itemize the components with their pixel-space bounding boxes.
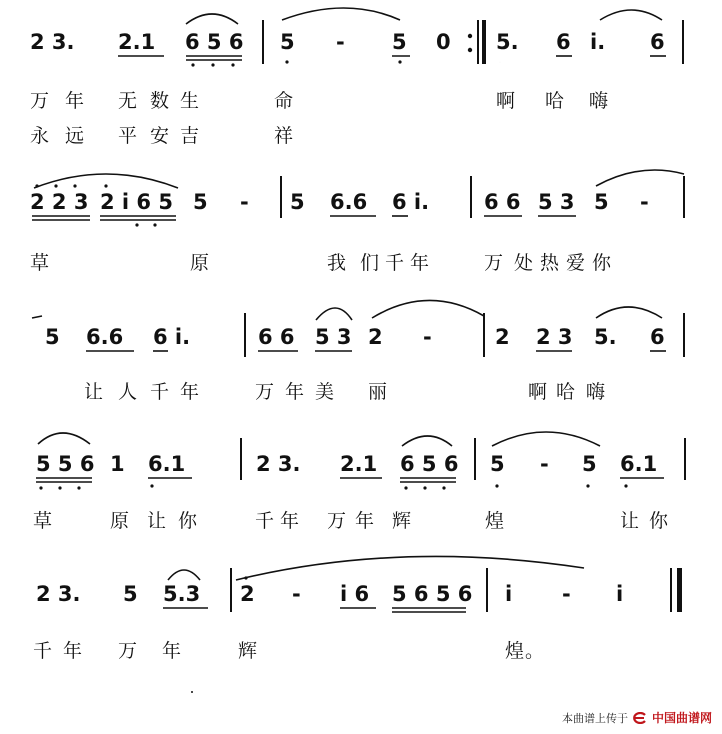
lyric: 辉 <box>238 640 259 662</box>
lyric: 万 <box>118 640 139 662</box>
note-group: 6 i. <box>153 325 191 349</box>
note-group: 6 <box>650 30 665 54</box>
repeat-barline-thick <box>482 20 486 64</box>
lyric: 哈 <box>556 381 577 403</box>
lyric: 平 <box>118 125 139 147</box>
lyric: 年 <box>280 510 301 532</box>
lyric: 你 <box>178 510 199 532</box>
note-group: 6.6 <box>86 325 124 349</box>
lyric: 原 <box>110 510 131 532</box>
note-group: 5 <box>490 452 505 476</box>
lyric: 草 <box>30 252 51 274</box>
note-group: 2 i 6 5 <box>100 190 173 214</box>
note-group: 5. <box>496 30 519 54</box>
final-barline-thick <box>677 568 682 612</box>
lyric: 哈 <box>545 90 566 112</box>
lyric: 数 <box>150 90 171 112</box>
lyric: 嗨 <box>586 381 607 403</box>
note-group: 2 <box>495 325 510 349</box>
note-group: 2 2 3 <box>30 190 89 214</box>
lyric: 你 <box>649 510 670 532</box>
lyric: 啊 <box>496 90 517 112</box>
note-group: 6.6 <box>330 190 368 214</box>
note-group: 5.3 <box>163 582 201 606</box>
lyric: 永 <box>30 125 51 147</box>
lyric: 万 <box>30 90 51 112</box>
lyric: 万 <box>327 510 348 532</box>
note-group: - <box>240 190 249 214</box>
note-group: 5 5 6 <box>36 452 95 476</box>
barline <box>683 176 685 218</box>
system-3-lyrics <box>0 377 722 405</box>
system-4-lyrics <box>0 506 722 534</box>
note-group: 2 3. <box>30 30 75 54</box>
lyric: 草 <box>33 510 54 532</box>
system-2-notes <box>0 190 722 250</box>
lyric: 远 <box>65 125 86 147</box>
site-name[interactable]: 中国曲谱网 <box>651 711 712 725</box>
lyric: 嗨 <box>589 90 610 112</box>
note-group: 6 5 6 <box>400 452 459 476</box>
note-group: i <box>616 582 624 606</box>
note-group: 5 6 5 6 <box>392 582 473 606</box>
lyric: 生 <box>180 90 201 112</box>
lyric: 煌。 <box>505 640 546 662</box>
note-group: 5 3 <box>315 325 352 349</box>
note-group: 2.1 <box>340 452 378 476</box>
lyric: 千 <box>385 252 406 274</box>
lyric: 原 <box>190 252 211 274</box>
lyric: 万 <box>255 381 276 403</box>
lyric: 年 <box>355 510 376 532</box>
lyric: 千 <box>33 640 54 662</box>
barline <box>470 176 472 218</box>
note-group: 2 <box>368 325 383 349</box>
upload-text: 本曲谱上传于 <box>561 711 628 725</box>
barline <box>244 313 246 357</box>
lyric: 年 <box>180 381 201 403</box>
lyric: 煌 <box>485 510 506 532</box>
lyric: 千 <box>150 381 171 403</box>
note-group: 5 <box>290 190 305 214</box>
note-group: - <box>562 582 571 606</box>
note-group: 6 <box>556 30 571 54</box>
note-group: 5. <box>594 325 617 349</box>
note-group: 2 3. <box>256 452 301 476</box>
note-group: 5 <box>193 190 208 214</box>
system-2-lyrics <box>0 248 722 276</box>
lyric: 安 <box>150 125 171 147</box>
lyric: 热 <box>540 252 561 274</box>
barline <box>474 438 476 480</box>
note-group: i. <box>590 30 606 54</box>
barline <box>240 438 242 480</box>
system-5-lyrics <box>0 636 722 664</box>
note-group: 6.1 <box>148 452 186 476</box>
note-group: - <box>336 30 345 54</box>
repeat-barline <box>477 20 479 64</box>
note-group: 5 <box>123 582 138 606</box>
note-group: 5 <box>594 190 609 214</box>
note-group: 5 <box>582 452 597 476</box>
lyric: 让 <box>620 510 641 532</box>
lyric: 千 <box>255 510 276 532</box>
note-group: 6 <box>650 325 665 349</box>
note-group: 5 <box>280 30 295 54</box>
note-group: i <box>505 582 513 606</box>
note-group: 0 <box>436 30 451 54</box>
note-group: 1 <box>110 452 125 476</box>
footer-watermark <box>562 709 712 726</box>
barline <box>684 438 686 480</box>
barline <box>682 20 684 64</box>
note-group: 6 6 <box>484 190 521 214</box>
note-group: i 6 <box>340 582 370 606</box>
note-group: - <box>640 190 649 214</box>
system-4-notes <box>0 452 722 512</box>
lyric: 祥 <box>274 125 295 147</box>
note-group: - <box>292 582 301 606</box>
lyric: 啊 <box>528 381 549 403</box>
lyric: 年 <box>65 90 86 112</box>
barline <box>280 176 282 218</box>
lyric: 万 <box>484 252 505 274</box>
system-5-notes <box>0 582 722 642</box>
lyric: 年 <box>162 640 183 662</box>
final-barline-thin <box>670 568 672 612</box>
note-group: 6.1 <box>620 452 658 476</box>
note-group: 6 6 <box>258 325 295 349</box>
lyric: 无 <box>118 90 139 112</box>
lyric: 年 <box>285 381 306 403</box>
lyric: 丽 <box>368 381 389 403</box>
note-group: 6 i. <box>392 190 430 214</box>
lyric: 你 <box>592 252 613 274</box>
lyric: 们 <box>360 252 381 274</box>
note-group: 2.1 <box>118 30 156 54</box>
lyric: 爱 <box>566 252 587 274</box>
note-group: - <box>423 325 432 349</box>
lyric: 处 <box>514 252 535 274</box>
system-3-notes <box>0 325 722 385</box>
system-1-lyrics-verse-2 <box>0 121 722 149</box>
system-1-notes <box>0 30 722 90</box>
barline <box>230 568 232 612</box>
barline <box>683 313 685 357</box>
lyric: 辉 <box>392 510 413 532</box>
note-group: - <box>540 452 549 476</box>
lyric: 吉 <box>180 125 201 147</box>
lyric: 年 <box>410 252 431 274</box>
lyric: 让 <box>84 381 105 403</box>
barline <box>483 313 485 357</box>
system-1-lyrics-verse-1 <box>0 86 722 114</box>
note-group: 5 <box>45 325 60 349</box>
note-group: 5 3 <box>538 190 575 214</box>
barline <box>262 20 264 64</box>
note-group: 5 <box>392 30 407 54</box>
lyric: 年 <box>63 640 84 662</box>
lyric: 美 <box>315 381 336 403</box>
barline <box>486 568 488 612</box>
e-logo-icon <box>632 712 648 724</box>
lyric: 我 <box>327 252 348 274</box>
note-group: 6 5 6 <box>185 30 244 54</box>
note-group: 2 <box>240 582 255 606</box>
lyric: 让 <box>147 510 168 532</box>
note-group: 2 3 <box>536 325 573 349</box>
lyric: 人 <box>118 381 139 403</box>
note-group: 2 3. <box>36 582 81 606</box>
lyric: 命 <box>274 90 295 112</box>
